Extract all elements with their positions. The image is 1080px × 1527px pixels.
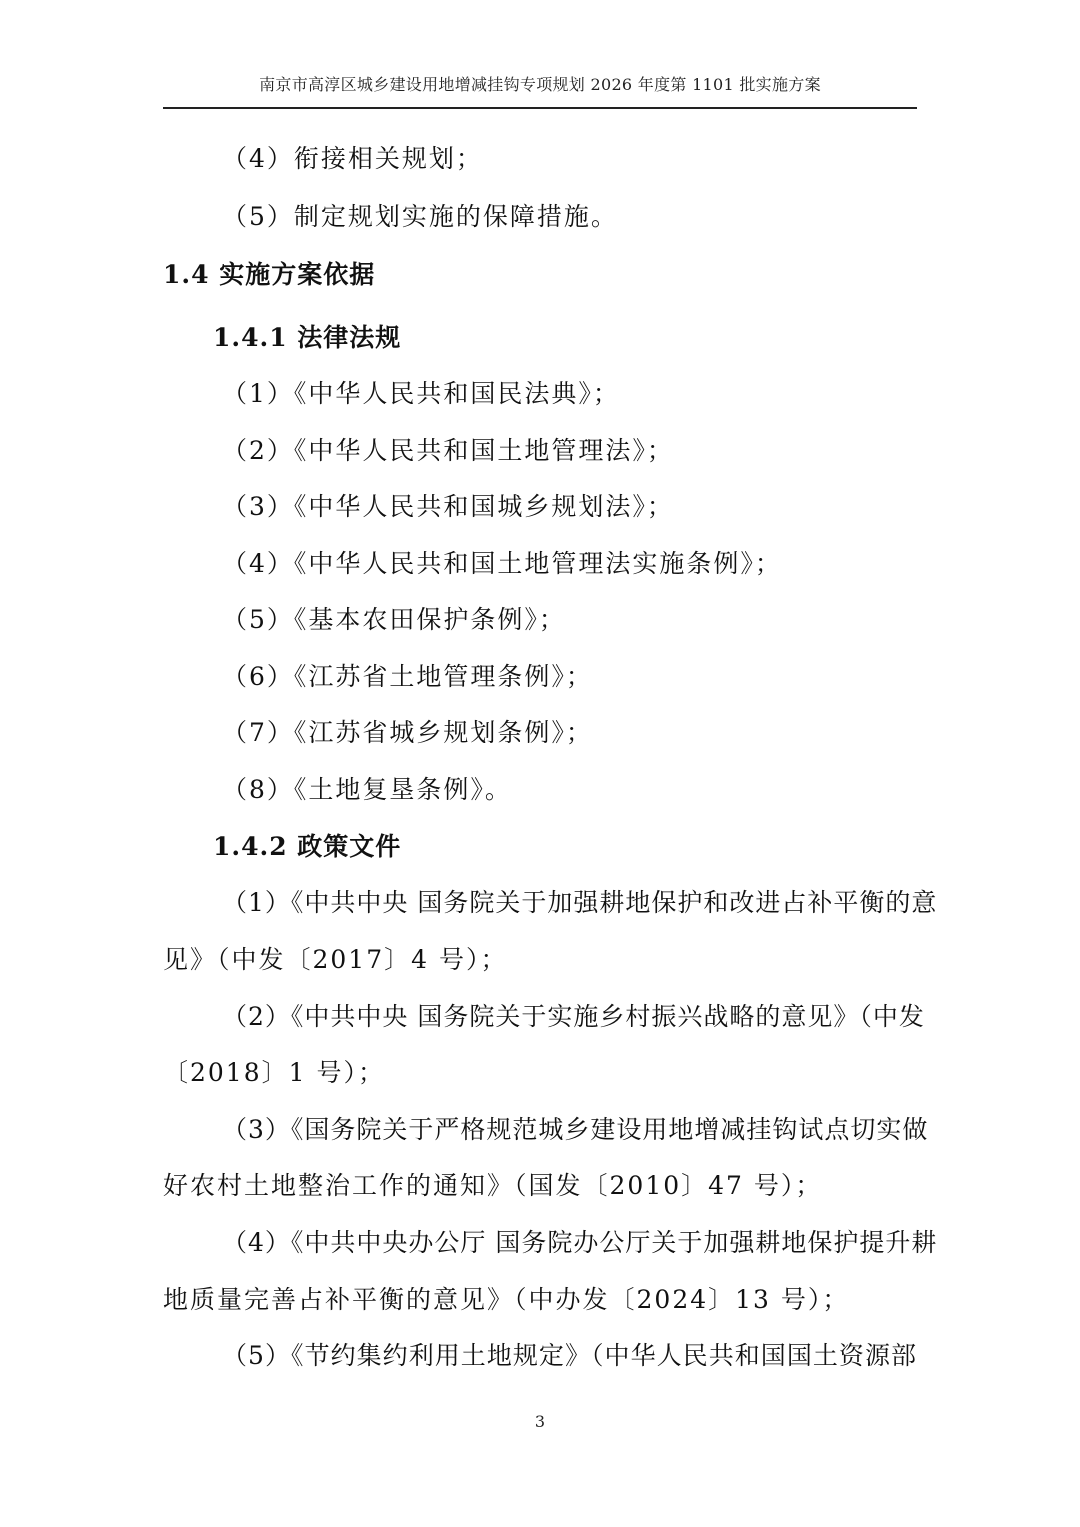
subsection-heading: 1.4.2 政策文件 [213,832,402,861]
subsection-heading: 1.4.1 法律法规 [213,323,402,352]
list-item-continuation: 好农村土地整治工作的通知》（国发〔2010〕47 号）； [163,1171,823,1200]
list-item: （5）制定规划实施的保障措施。 [222,202,618,231]
list-item: （7）《江苏省城乡规划条例》； [222,718,593,747]
list-item: （4）《中共中央办公厅 国务院办公厅关于加强耕地保护提升耕 [222,1228,938,1257]
page-number: 3 [534,1412,546,1431]
list-item: （5）《基本农田保护条例》； [222,605,566,634]
section-heading: 1.4 实施方案依据 [163,260,376,289]
list-item: （5）《节约集约利用土地规定》（中华人民共和国国土资源部 [222,1341,917,1370]
list-item: （4）《中华人民共和国土地管理法实施条例》； [222,549,782,578]
running-header: 南京市高淳区城乡建设用地增减挂钩专项规划 2026 年度第 1101 批实施方案 [259,75,821,94]
list-item-continuation: 见》（中发〔2017〕4 号）； [163,945,508,974]
header-rule [163,107,917,109]
list-item: （3）《国务院关于严格规范城乡建设用地增减挂钩试点切实做 [222,1115,929,1144]
list-item: （1）《中共中央 国务院关于加强耕地保护和改进占补平衡的意 [222,888,938,917]
list-item: （2）《中华人民共和国土地管理法》； [222,436,674,465]
list-item: （3）《中华人民共和国城乡规划法》； [222,492,674,521]
list-item: （6）《江苏省土地管理条例》； [222,662,593,691]
list-item-continuation: 地质量完善占补平衡的意见》（中办发〔2024〕13 号）； [163,1285,850,1314]
list-item-continuation: 〔2018〕1 号）； [163,1058,385,1087]
list-item: （8）《土地复垦条例》。 [222,775,512,804]
list-item: （4）衔接相关规划； [222,144,483,173]
list-item: （1）《中华人民共和国民法典》； [222,379,620,408]
list-item: （2）《中共中央 国务院关于实施乡村振兴战略的意见》（中发 [222,1002,925,1031]
